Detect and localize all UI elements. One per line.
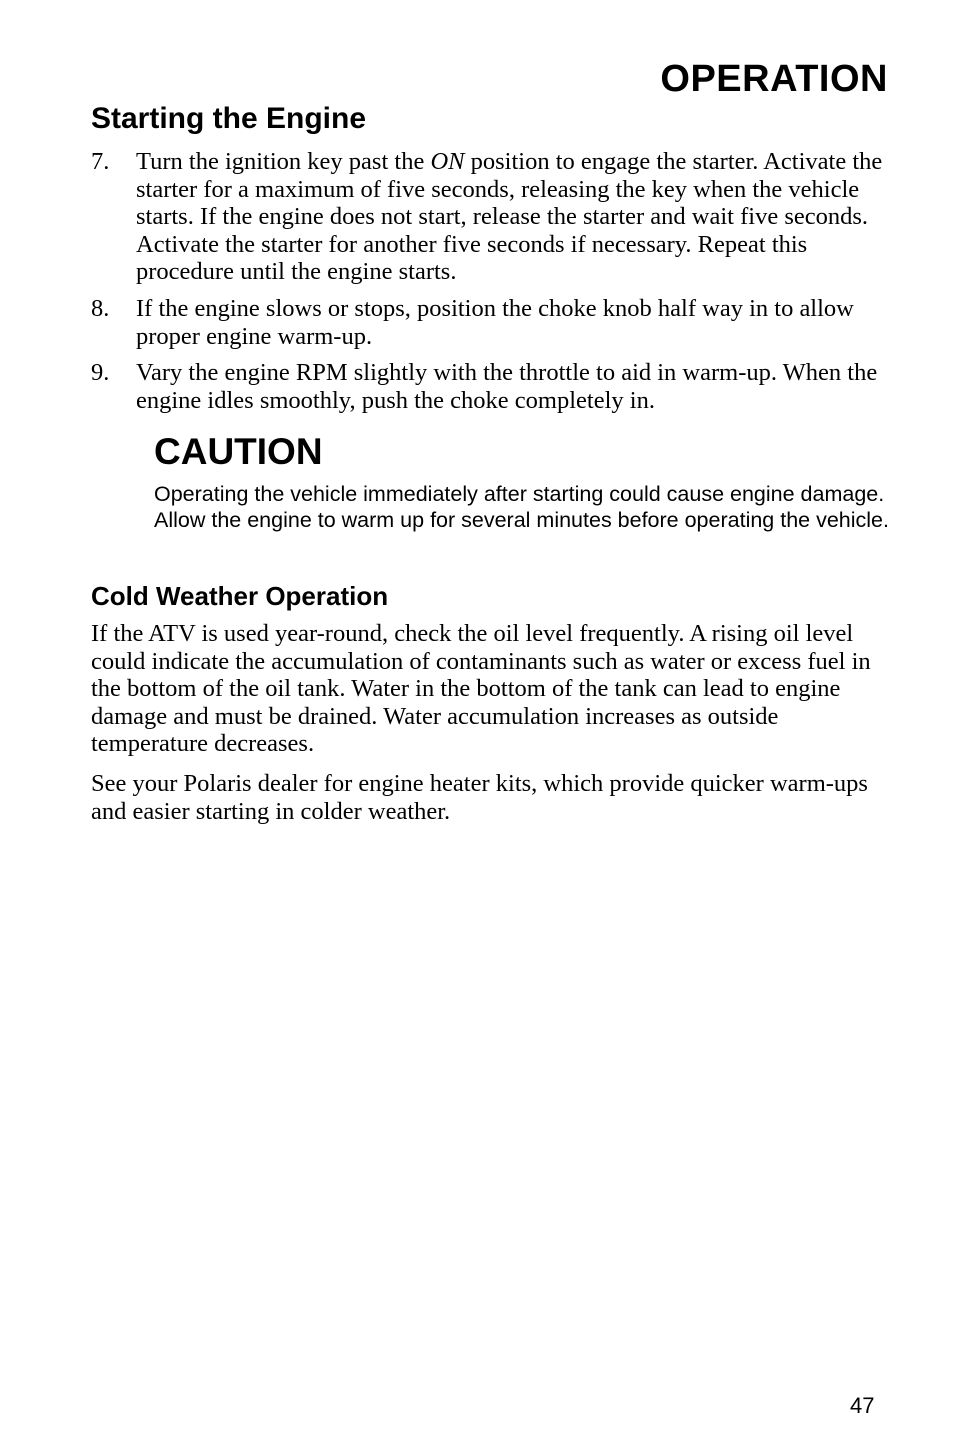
cold-weather-paragraph-1: If the ATV is used year-round, check the oil level frequently. A rising oil level could indicate the accumulation of contaminants such as water or excess fuel in the bottom of the oil tank. Water in the bottom of the tank can lead to engine damage and must be drained. Water accumulation increases as outside temperature decreases.	[91, 620, 871, 758]
step-number: 8.	[91, 294, 110, 322]
caution-text: Operating the vehicle immediately after starting could cause engine damage. Allow the engine to warm up for several minutes before operating the vehicle.	[154, 482, 889, 532]
on-emphasis: ON	[430, 148, 465, 175]
cold-weather-heading: Cold Weather Operation	[91, 581, 389, 611]
step-text-before: Turn the ignition key past the	[136, 148, 431, 175]
step-number: 9.	[91, 359, 110, 387]
step-8	[91, 295, 911, 350]
cold-weather-paragraph-2: See your Polaris dealer for engine heater kits, which provide quicker warm-ups and easier starting in colder weather.	[91, 770, 868, 825]
step-text: Vary the engine RPM slightly with the throttle to aid in warm-up. When the engine idles smoothly, push the choke completely in.	[136, 359, 878, 414]
step-text	[136, 148, 882, 285]
step-number: 7.	[91, 148, 110, 175]
step-text: If the engine slows or stops, position the choke knob half way in to allow proper engine warm-up.	[136, 294, 854, 350]
caution-title: CAUTION	[154, 431, 323, 472]
starting-engine-heading: Starting the Engine	[91, 102, 367, 135]
section-title: OPERATION	[660, 58, 888, 100]
step-9	[91, 359, 911, 414]
step-text-after: position to engage the starter. Activate the starter for a maximum of five seconds, releasing the key when the vehicle starts. If the engine does not start, release the starter and wait five seconds. Activate the starter for another five seconds if necessary. Repeat this procedure until the engine starts.	[136, 148, 883, 286]
starting-steps-list	[91, 148, 911, 423]
step-7	[91, 148, 911, 286]
page-number: 47	[850, 1393, 875, 1418]
